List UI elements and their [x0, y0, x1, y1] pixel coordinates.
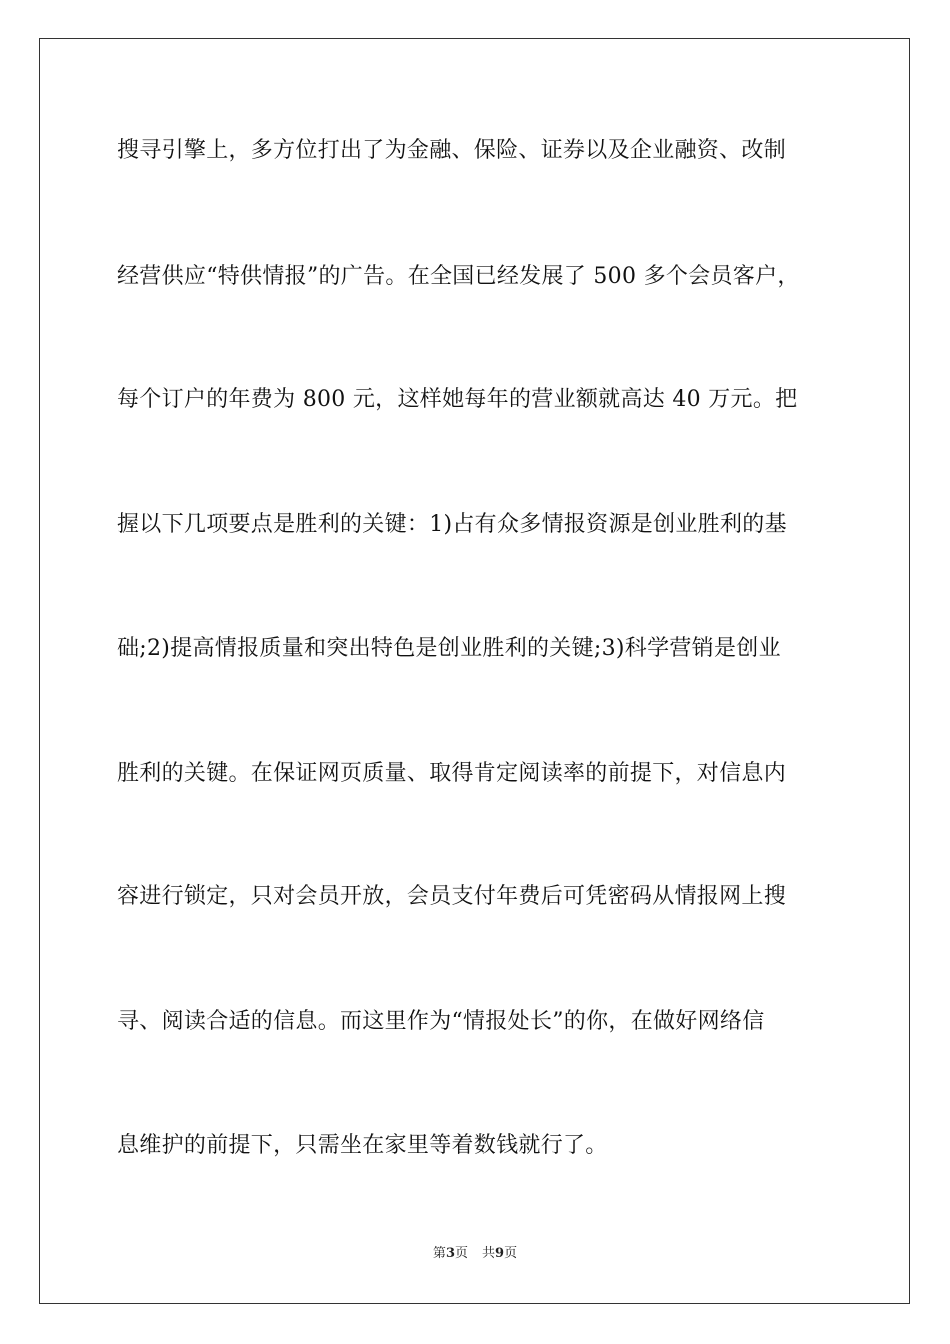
paragraph-line: 础;2)提高情报质量和突出特色是创业胜利的关键;3)科学营销是创业: [117, 636, 781, 661]
page-suffix: 页: [454, 1246, 468, 1261]
total-prefix: 共: [482, 1246, 496, 1261]
page-number: 3: [445, 1246, 455, 1261]
total-pages: 9: [495, 1246, 505, 1261]
paragraph-line: 寻、阅读合适的信息。而这里作为“情报处长”的你，在做好网络信: [117, 1009, 765, 1034]
paragraph-line: 搜寻引擎上，多方位打出了为金融、保险、证券以及企业融资、改制: [117, 138, 787, 163]
page-border: [39, 38, 910, 1304]
paragraph-line: 胜利的关键。在保证网页质量、取得肯定阅读率的前提下，对信息内: [117, 761, 787, 786]
page-prefix: 第: [432, 1246, 446, 1261]
paragraph-line: 握以下几项要点是胜利的关键：1)占有众多情报资源是创业胜利的基: [117, 512, 787, 537]
page-footer: [0, 1245, 950, 1263]
total-suffix: 页: [504, 1246, 518, 1261]
paragraph-line: 经营供应“特供情报”的广告。在全国已经发展了 500 多个会员客户，: [117, 264, 800, 289]
paragraph-line: 每个订户的年费为 800 元，这样她每年的营业额就高达 40 万元。把: [117, 387, 798, 412]
paragraph-line: 息维护的前提下，只需坐在家里等着数钱就行了。: [117, 1133, 608, 1158]
paragraph-line: 容进行锁定，只对会员开放，会员支付年费后可凭密码从情报网上搜: [117, 884, 787, 909]
